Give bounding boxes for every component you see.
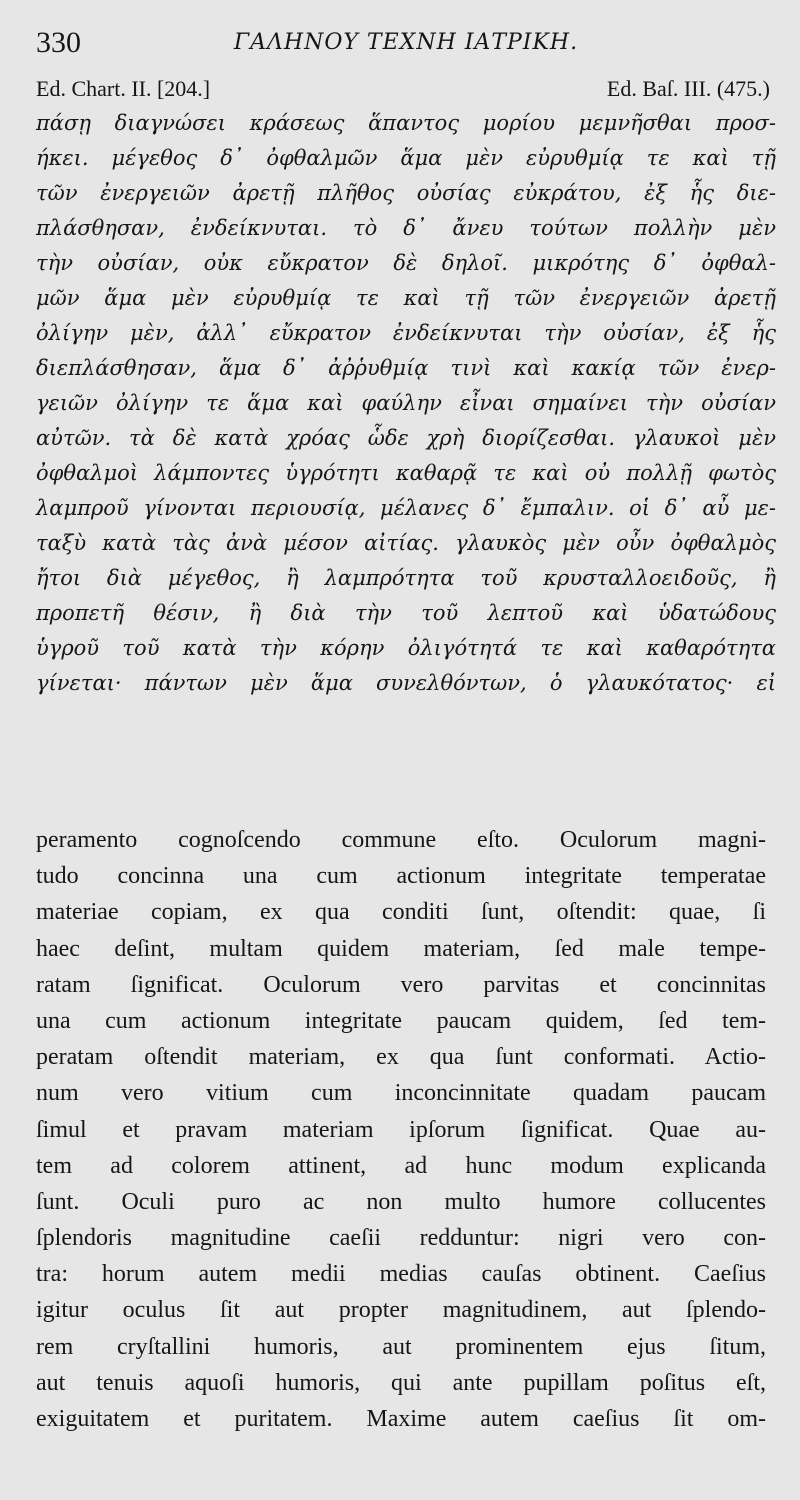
greek-line: προπετῆ θέσιν, ἢ διὰ τὴν τοῦ λεπτοῦ καὶ ὑδατώδους bbox=[36, 601, 776, 625]
greek-line: μῶν ἅμα μὲν εὐρυθμίᾳ τε καὶ τῇ τῶν ἐνεργειῶν ἀρετῇ bbox=[36, 286, 776, 310]
greek-line: τῶν ἐνεργειῶν ἀρετῇ πλῆθος οὐσίας εὐκράτου, ἐξ ἧς διε- bbox=[36, 181, 776, 205]
latin-line: tem ad colorem attinent, ad hunc modum explicanda bbox=[36, 1152, 766, 1179]
latin-line: ſimul et pravam materiam ipſorum ſignificat. Quae au- bbox=[36, 1116, 766, 1143]
greek-line: λαμπροῦ γίνονται περιουσίᾳ, μέλανες δ᾽ ἔμπαλιν. οἱ δ᾽ αὖ με- bbox=[36, 496, 776, 520]
greek-line: διεπλάσθησαν, ἅμα δ᾽ ἀῤῥυθμίᾳ τινὶ καὶ κακίᾳ τῶν ἐνερ- bbox=[36, 356, 776, 380]
running-head bbox=[36, 26, 776, 60]
greek-line: ὀφθαλμοὶ λάμποντες ὑγρότητι καθαρᾷ τε καὶ οὐ πολλῇ φωτὸς bbox=[36, 461, 776, 485]
latin-line: tudo concinna una cum actionum integritate temperatae bbox=[36, 863, 766, 890]
latin-line: haec deſint, multam quidem materiam, ſed male tempe- bbox=[36, 935, 766, 962]
latin-line: ſunt. Oculi puro ac non multo humore collucentes bbox=[36, 1188, 766, 1215]
latin-line: ſplendoris magnitudine caeſii redduntur: nigri vero con- bbox=[36, 1225, 766, 1252]
greek-line: ταξὺ κατὰ τὰς ἀνὰ μέσον αἰτίας. γλαυκὸς μὲν οὖν ὀφθαλμὸς bbox=[36, 531, 776, 555]
edition-chart-reference: Ed. Chart. II. [204.] bbox=[36, 76, 211, 101]
greek-line: ὀλίγην μὲν, ἀλλ᾽ εὔκρατον ἐνδείκνυται τὴν οὐσίαν, ἐξ ἧς bbox=[36, 321, 776, 345]
latin-line: exiguitatem et puritatem. Maxime autem caeſius ſit om- bbox=[36, 1406, 766, 1432]
latin-line: igitur oculus ſit aut propter magnitudinem, aut ſplendo- bbox=[36, 1297, 766, 1324]
greek-text-block bbox=[36, 106, 776, 701]
latin-line: tra: horum autem medii medias cauſas obtinent. Caeſius bbox=[36, 1261, 766, 1288]
greek-line: τὴν οὐσίαν, οὐκ εὔκρατον δὲ δηλοῖ. μικρότης δ᾽ ὀφθαλ- bbox=[36, 251, 776, 275]
latin-line: num vero vitium cum inconcinnitate quadam paucam bbox=[36, 1080, 766, 1107]
latin-line: rem cryſtallini humoris, aut prominentem ejus ſitum, bbox=[36, 1333, 766, 1360]
greek-line: αὐτῶν. τὰ δὲ κατὰ χρόας ὧδε χρὴ διορίζεσθαι. γλαυκοὶ μὲν bbox=[36, 426, 776, 450]
edition-basel-reference: Ed. Baſ. III. (475.) bbox=[606, 76, 770, 101]
latin-line: peramento cognoſcendo commune eſto. Oculorum magni- bbox=[36, 827, 766, 853]
latin-line: ratam ſignificat. Oculorum vero parvitas et concinnitas bbox=[36, 971, 766, 998]
page-title: ΓΑΛΗΝΟΥ ΤΕΧΝΗ ΙΑΤΡΙΚΗ. bbox=[233, 30, 579, 55]
edition-references bbox=[36, 76, 770, 104]
latin-text-block bbox=[36, 822, 766, 1437]
latin-line: materiae copiam, ex qua conditi ſunt, oſtendit: quae, ſi bbox=[36, 899, 766, 926]
latin-line: peratam oſtendit materiam, ex qua ſunt conformati. Actio- bbox=[36, 1044, 766, 1071]
greek-line: ὑγροῦ τοῦ κατὰ τὴν κόρην ὀλιγότητά τε καὶ καθαρότητα bbox=[36, 636, 776, 660]
greek-line: πάσῃ διαγνώσει κράσεως ἅπαντος μορίου μεμνῆσθαι προσ- bbox=[36, 111, 776, 135]
latin-line: una cum actionum integritate paucam quidem, ſed tem- bbox=[36, 1007, 766, 1034]
latin-line: aut tenuis aquoſi humoris, qui ante pupillam poſitus eſt, bbox=[36, 1369, 766, 1396]
greek-line: ήκει. μέγεθος δ᾽ ὀφθαλμῶν ἅμα μὲν εὐρυθμίᾳ τε καὶ τῇ bbox=[36, 146, 776, 170]
greek-line: γειῶν ὀλίγην τε ἅμα καὶ φαύλην εἶναι σημαίνει τὴν οὐσίαν bbox=[36, 391, 776, 415]
greek-line: γίνεται· πάντων μὲν ἅμα συνελθόντων, ὁ γλαυκότατος· εἰ bbox=[36, 671, 776, 695]
page-number: 330 bbox=[36, 26, 81, 59]
greek-line: πλάσθησαν, ἐνδείκνυται. τὸ δ᾽ ἄνευ τούτων πολλὴν μὲν bbox=[36, 216, 776, 240]
greek-line: ἤτοι διὰ μέγεθος, ἢ λαμπρότητα τοῦ κρυσταλλοειδοῦς, ἢ bbox=[36, 566, 776, 590]
